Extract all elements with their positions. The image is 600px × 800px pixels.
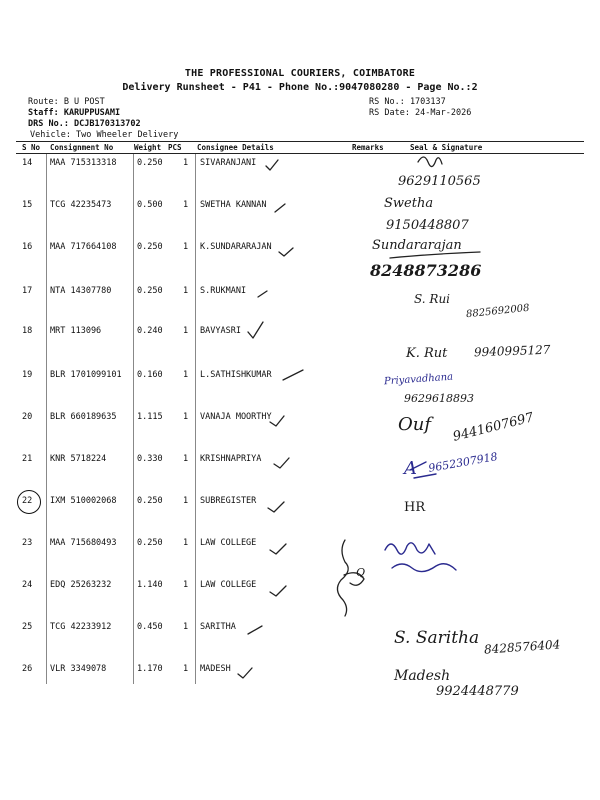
row-consignment: MAA 717664108 bbox=[50, 242, 117, 252]
row-consignment: MAA 715313318 bbox=[50, 158, 117, 168]
row-weight: 0.250 bbox=[137, 242, 163, 252]
row-consignment: MAA 715680493 bbox=[50, 538, 117, 548]
check-mark bbox=[275, 204, 285, 212]
check-mark bbox=[238, 668, 252, 678]
row-pcs: 1 bbox=[183, 664, 189, 674]
handwritten-phone: 9652307918 bbox=[427, 450, 499, 475]
handwritten-phone: 9629618893 bbox=[404, 392, 474, 405]
handwritten-signature: Q bbox=[356, 566, 366, 579]
row-consignment: MRT 113096 bbox=[50, 326, 102, 336]
row-pcs: 1 bbox=[183, 242, 189, 252]
header-divider bbox=[16, 141, 584, 142]
row-pcs: 1 bbox=[183, 370, 189, 380]
row-pcs: 1 bbox=[183, 454, 189, 464]
row-weight: 0.500 bbox=[137, 200, 163, 210]
row-consignee: VANAJA MOORTHY bbox=[200, 412, 272, 422]
row-consignment: EDQ 25263232 bbox=[50, 580, 112, 590]
row-pcs: 1 bbox=[183, 622, 189, 632]
check-mark bbox=[279, 248, 293, 256]
handwritten-signature: S. Rui bbox=[414, 292, 451, 306]
handwritten-signature: A bbox=[404, 458, 417, 479]
handwritten-phone: 9940995127 bbox=[473, 342, 551, 360]
row-consignment: TCG 42235473 bbox=[50, 200, 112, 210]
handwritten-signature: Priyavadhana bbox=[383, 371, 454, 388]
row-pcs: 1 bbox=[183, 412, 189, 422]
check-mark bbox=[274, 458, 289, 468]
handwritten-phone: 9441607697 bbox=[451, 410, 536, 445]
check-mark bbox=[270, 416, 284, 426]
row-sno: 19 bbox=[22, 370, 33, 380]
handwritten-phone: 8248873286 bbox=[370, 261, 482, 280]
rs-number: RS No.: 1703137 bbox=[369, 97, 446, 107]
row-consignee: L.SATHISHKUMAR bbox=[200, 370, 272, 380]
row-weight: 0.160 bbox=[137, 370, 163, 380]
row-consignment: TCG 42233912 bbox=[50, 622, 112, 632]
row-consignment: BLR 1701099101 bbox=[50, 370, 122, 380]
row-pcs: 1 bbox=[183, 326, 189, 336]
check-mark bbox=[283, 370, 303, 380]
row-consignee: MADESH bbox=[200, 664, 231, 674]
row-weight: 1.115 bbox=[137, 412, 163, 422]
row-consignment: IXM 510002068 bbox=[50, 496, 117, 506]
row-consignee: SIVARANJANI bbox=[200, 158, 257, 168]
row-consignee: BAVYASRI bbox=[200, 326, 241, 336]
col-sno: S No bbox=[22, 143, 41, 152]
col-seal-signature: Seal & Signature bbox=[410, 143, 483, 152]
col-remarks: Remarks bbox=[352, 143, 384, 152]
check-mark bbox=[258, 291, 267, 297]
row-weight: 1.170 bbox=[137, 664, 163, 674]
handwritten-signature: S. Saritha bbox=[394, 628, 480, 648]
row-pcs: 1 bbox=[183, 200, 189, 210]
row-sno: 23 bbox=[22, 538, 33, 548]
row-sno: 17 bbox=[22, 286, 33, 296]
row-sno: 24 bbox=[22, 580, 33, 590]
company-title: THE PROFESSIONAL COURIERS, COIMBATORE bbox=[184, 68, 416, 79]
row-sno: 26 bbox=[22, 664, 33, 674]
column-rule bbox=[133, 154, 134, 684]
row-weight: 0.330 bbox=[137, 454, 163, 464]
row-pcs: 1 bbox=[183, 580, 189, 590]
check-mark bbox=[248, 322, 263, 338]
handwritten-signature: Sundararajan bbox=[372, 238, 462, 253]
row-sno: 14 bbox=[22, 158, 33, 168]
col-pcs: PCS bbox=[168, 143, 182, 152]
handwritten-signature: Ouf bbox=[398, 414, 432, 435]
handwritten-phone: 9150448807 bbox=[386, 218, 469, 233]
row-consignee: K.SUNDARARAJAN bbox=[200, 242, 272, 252]
runsheet-title: Delivery Runsheet - P41 - Phone No.:9047080280 - Page No.:2 bbox=[122, 82, 478, 93]
row-sno: 22 bbox=[22, 496, 33, 506]
handwritten-phone: 9924448779 bbox=[436, 684, 519, 699]
column-rule bbox=[46, 154, 47, 684]
row-pcs: 1 bbox=[183, 158, 189, 168]
handwritten-signature: Madesh bbox=[394, 668, 451, 684]
column-header-divider bbox=[16, 153, 584, 154]
row-sno: 18 bbox=[22, 326, 33, 336]
column-rule bbox=[195, 154, 196, 684]
row-consignee: SARITHA bbox=[200, 622, 236, 632]
check-mark bbox=[268, 502, 284, 512]
row-weight: 0.240 bbox=[137, 326, 163, 336]
staff-label: Staff: KARUPPUSAMI bbox=[28, 108, 121, 118]
row-pcs: 1 bbox=[183, 286, 189, 296]
row-sno: 20 bbox=[22, 412, 33, 422]
row-weight: 1.140 bbox=[137, 580, 163, 590]
check-mark bbox=[270, 544, 286, 554]
row-consignment: KNR 5718224 bbox=[50, 454, 107, 464]
route-label: Route: B U POST bbox=[28, 97, 105, 107]
row-consignee: SWETHA KANNAN bbox=[200, 200, 267, 210]
check-mark bbox=[248, 626, 262, 634]
handwritten-mark: HR bbox=[404, 500, 426, 515]
handwritten-signature: K. Rut bbox=[406, 346, 448, 361]
drs-number: DRS No.: DCJB170313702 bbox=[28, 119, 141, 129]
rs-date: RS Date: 24-Mar-2026 bbox=[369, 108, 472, 118]
check-mark bbox=[270, 586, 286, 596]
row-consignee: LAW COLLEGE bbox=[200, 580, 257, 590]
row-consignment: NTA 14307780 bbox=[50, 286, 112, 296]
row-consignee: LAW COLLEGE bbox=[200, 538, 257, 548]
blue-scribble-24 bbox=[385, 543, 456, 572]
row-pcs: 1 bbox=[183, 496, 189, 506]
row-consignee: SUBREGISTER bbox=[200, 496, 257, 506]
col-consignment: Consignment No bbox=[50, 143, 114, 152]
row-weight: 0.250 bbox=[137, 286, 163, 296]
handwritten-phone: 8428576404 bbox=[483, 637, 561, 657]
row-weight: 0.250 bbox=[137, 538, 163, 548]
row-sno: 16 bbox=[22, 242, 33, 252]
row-weight: 0.250 bbox=[137, 496, 163, 506]
vehicle-label: Vehicle: Two Wheeler Delivery bbox=[30, 130, 179, 140]
row-weight: 0.250 bbox=[137, 158, 163, 168]
col-weight: Weight bbox=[134, 143, 162, 152]
row-consignee: KRISHNAPRIYA bbox=[200, 454, 262, 464]
col-consignee: Consignee Details bbox=[197, 143, 274, 152]
handwritten-signature: Swetha bbox=[384, 196, 434, 211]
row-sno: 15 bbox=[22, 200, 33, 210]
row-sno: 25 bbox=[22, 622, 33, 632]
scribble-14 bbox=[418, 157, 442, 167]
row-consignment: BLR 660189635 bbox=[50, 412, 117, 422]
row-consignee: S.RUKMANI bbox=[200, 286, 247, 296]
handwritten-phone: 8825692008 bbox=[465, 302, 531, 321]
row-sno: 21 bbox=[22, 454, 33, 464]
row-pcs: 1 bbox=[183, 538, 189, 548]
check-mark bbox=[266, 160, 278, 170]
row-consignment: VLR 3349078 bbox=[50, 664, 107, 674]
handwritten-phone: 9629110565 bbox=[398, 174, 481, 189]
row-weight: 0.450 bbox=[137, 622, 163, 632]
